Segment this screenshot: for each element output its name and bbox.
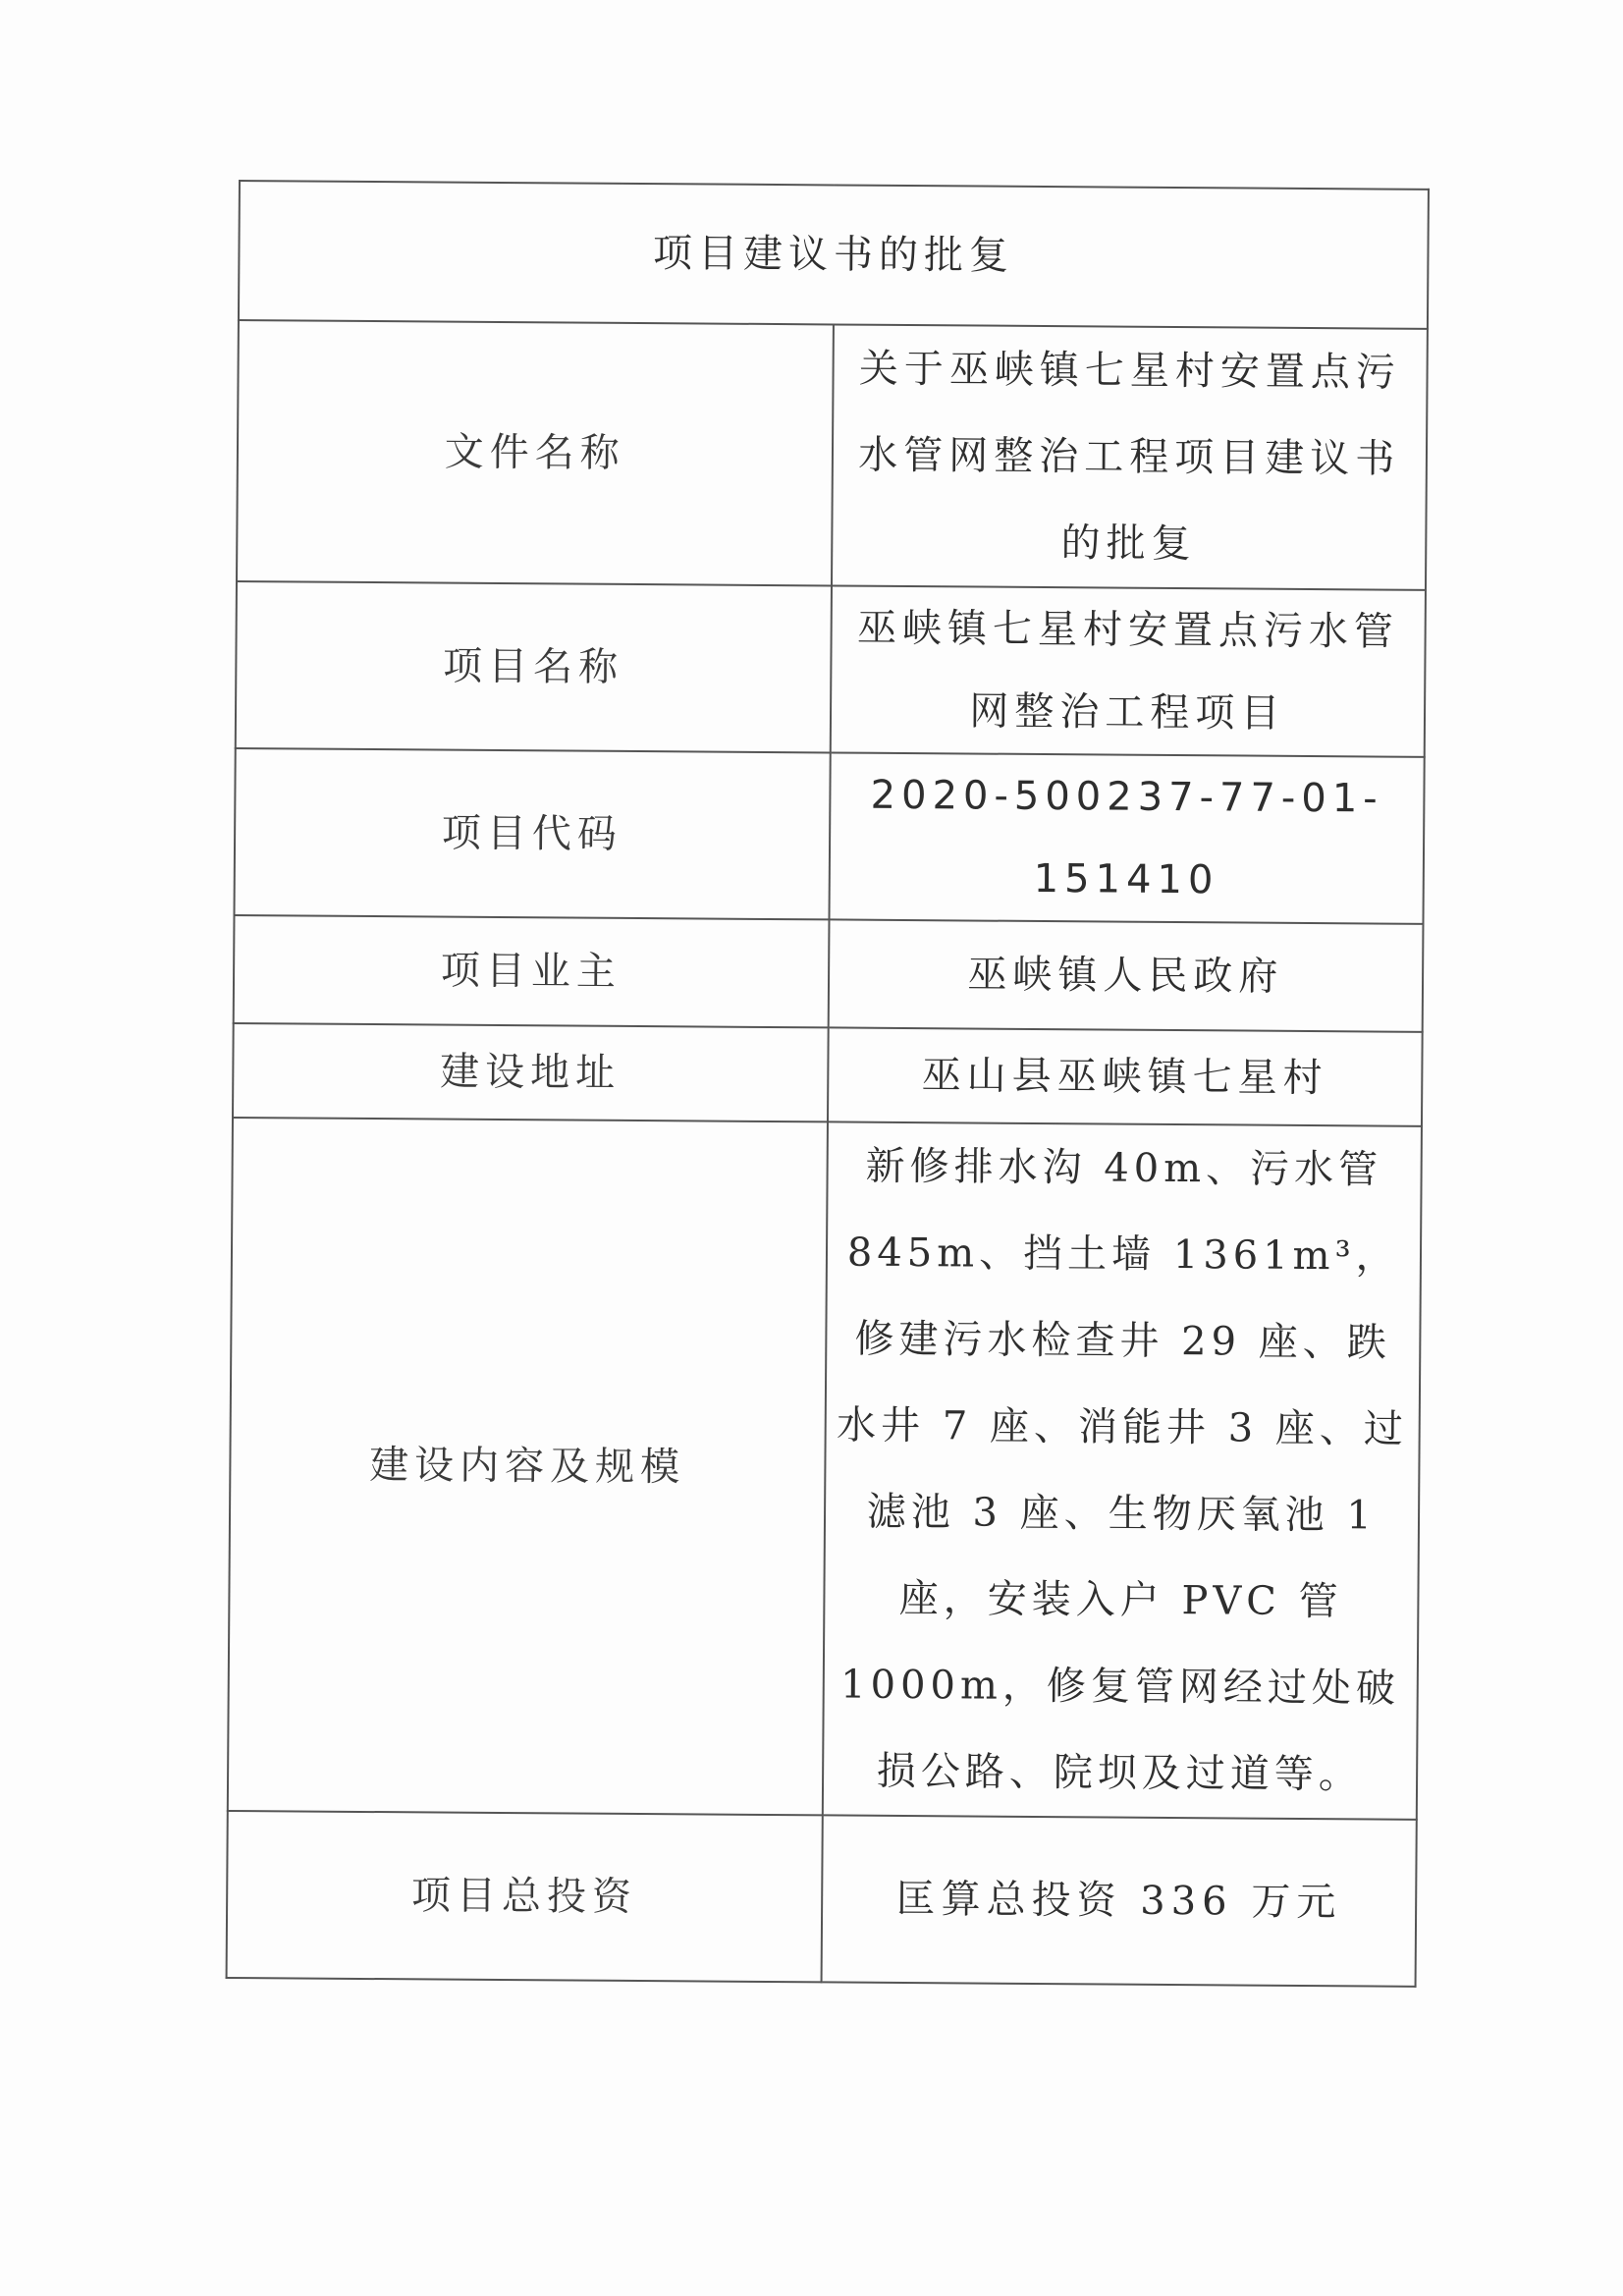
table-row	[227, 1811, 1417, 1987]
file-name-value: 关于巫峡镇七星村安置点污水管网整治工程项目建议书的批复	[831, 324, 1427, 589]
table-row	[234, 915, 1424, 1032]
table-row	[228, 1118, 1422, 1820]
project-code-label: 项目代码	[235, 748, 831, 919]
table-row	[235, 748, 1425, 924]
file-name-label: 文件名称	[237, 320, 833, 585]
table-row	[236, 581, 1426, 757]
content-value: 新修排水沟 40m、污水管 845m、挡土墙 1361m³，修建污水检查井 29 座、跌水井 7 座、消能井 3 座、过滤池 3 座、生物厌氧池 1 座，安装入户 PVC 管 1000m，修复管网经过处破损公路、院坝及过道等。	[836, 1143, 1408, 1798]
project-name-value: 巫峡镇七星村安置点污水管网整治工程项目	[830, 585, 1426, 756]
approval-table	[226, 180, 1430, 1988]
investment-value: 匡算总投资 336 万元	[821, 1815, 1417, 1986]
content-cell	[822, 1121, 1422, 1819]
project-name-label: 项目名称	[236, 581, 832, 752]
content-label: 建设内容及规模	[228, 1118, 828, 1815]
address-label: 建设地址	[233, 1023, 828, 1121]
investment-label: 项目总投资	[227, 1811, 823, 1982]
table-row	[233, 1023, 1423, 1126]
project-code-value: 2020-500237-77-01-151410	[829, 752, 1425, 923]
address-value: 巫山县巫峡镇七星村	[827, 1027, 1422, 1125]
project-owner-value: 巫峡镇人民政府	[828, 919, 1423, 1031]
project-owner-label: 项目业主	[234, 915, 829, 1027]
table-row	[237, 320, 1428, 590]
title-row	[239, 181, 1429, 329]
table-title: 项目建议书的批复	[239, 181, 1429, 329]
